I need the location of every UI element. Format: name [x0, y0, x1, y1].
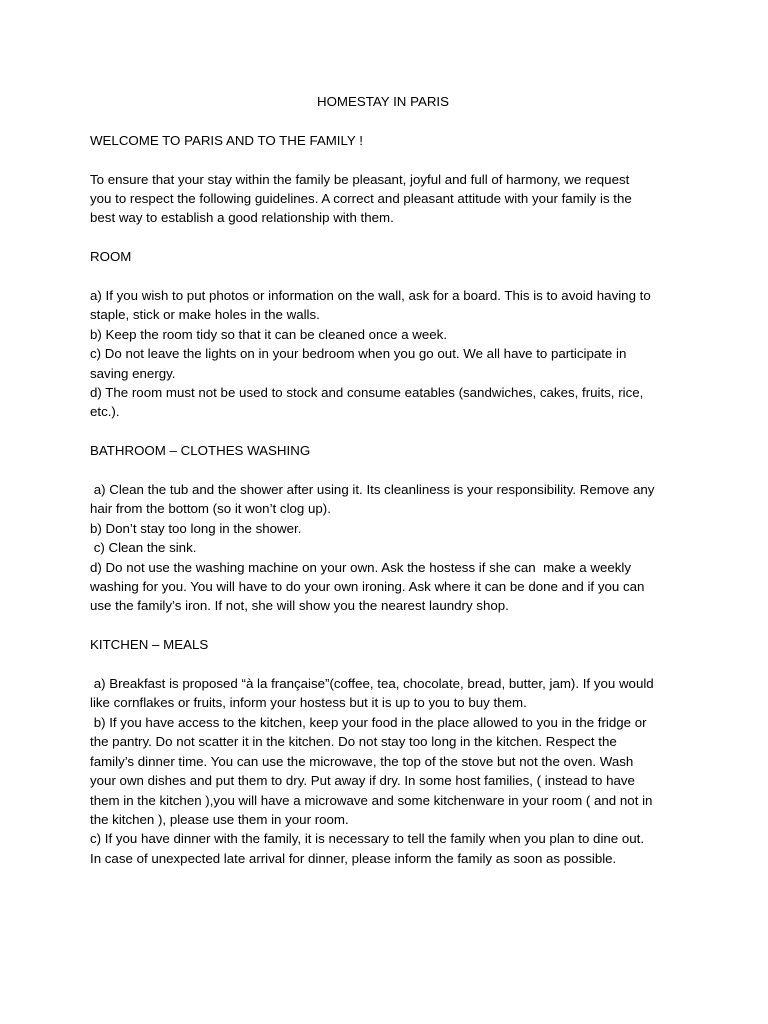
bathroom-rule-line: d) Do not use the washing machine on your own. Ask the hostess if she can make a weekly [90, 559, 632, 575]
kitchen-rules [90, 674, 690, 868]
intro-paragraph [90, 170, 690, 228]
bathroom-heading: BATHROOM – CLOTHES WASHING [90, 443, 311, 459]
document-page [90, 92, 690, 868]
room-rule-line: staple, stick or make holes in the walls. [90, 307, 320, 323]
room-rule-line: saving energy. [90, 365, 176, 381]
intro-line: you to respect the following guidelines. A correct and pleasant attitude with your family is the [90, 191, 632, 206]
paragraph-gap [90, 461, 690, 480]
paragraph-gap [90, 655, 690, 674]
bathroom-rule-line: b) Don’t stay too long in the shower. [90, 520, 302, 536]
intro-line: To ensure that your stay within the family be pleasant, joyful and full of harmony, we request [90, 171, 630, 187]
room-rule-line: d) The room must not be used to stock and consume eatables (sandwiches, cakes, fruits, rice, [90, 385, 644, 401]
kitchen-rule-line: a) Breakfast is proposed “à la française”(coffee, tea, chocolate, bread, butter, jam). If you would [90, 676, 654, 692]
paragraph-gap [90, 228, 690, 247]
bathroom-rule-line: a) Clean the tub and the shower after using it. Its cleanliness is your responsibility. Remove any [90, 482, 655, 498]
room-rule-line: etc.). [90, 404, 120, 420]
welcome-heading: WELCOME TO PARIS AND TO THE FAMILY ! [90, 132, 363, 148]
paragraph-gap [90, 267, 690, 286]
paragraph-gap [90, 150, 690, 169]
kitchen-rule-line: the kitchen ), please use them in your room. [90, 811, 349, 827]
kitchen-rule-line: family’s dinner time. You can use the microwave, the top of the stove but not the oven. Wash [90, 753, 634, 769]
kitchen-heading: KITCHEN – MEALS [90, 637, 209, 653]
room-rule-line: b) Keep the room tidy so that it can be cleaned once a week. [90, 326, 448, 342]
kitchen-rule-line: c) If you have dinner with the family, it is necessary to tell the family when you plan to dine out. [90, 831, 645, 847]
room-rule-line: a) If you wish to put photos or information on the wall, ask for a board. This is to avoid having to [90, 288, 651, 303]
bathroom-rule-line: hair from the bottom (so it won’t clog up). [90, 501, 331, 517]
kitchen-rule-line: b) If you have access to the kitchen, keep your food in the place allowed to you in the fridge or [90, 714, 647, 730]
kitchen-rule-line: like cornflakes or fruits, inform your hostess but it is up to you to buy them. [90, 695, 527, 711]
intro-line: best way to establish a good relationship with them. [90, 210, 394, 226]
room-rules [90, 286, 690, 422]
bathroom-rule-line: washing for you. You will have to do your own ironing. Ask where it can be done and if you can [90, 579, 645, 595]
document-title: HOMESTAY IN PARIS [316, 94, 449, 109]
paragraph-gap [90, 422, 690, 441]
kitchen-rule-line: the pantry. Do not scatter it in the kitchen. Do not stay too long in the kitchen. Respect the [90, 734, 617, 750]
paragraph-gap [90, 616, 690, 635]
kitchen-rule-line: them in the kitchen ),you will have a microwave and some kitchenware in your room ( and not in [90, 792, 653, 808]
bathroom-rule-line: use the family’s iron. If not, she will show you the nearest laundry shop. [90, 598, 509, 614]
room-heading: ROOM [90, 249, 132, 265]
bathroom-rule-line: c) Clean the sink. [90, 540, 197, 556]
kitchen-rule-line: In case of unexpected late arrival for dinner, please inform the family as soon as possible. [90, 850, 617, 866]
bathroom-rules [90, 480, 690, 616]
kitchen-rule-line: your own dishes and put them to dry. Put away if dry. In some host families, ( instead to have [90, 773, 635, 789]
room-rule-line: c) Do not leave the lights on in your bedroom when you go out. We all have to participate in [90, 346, 627, 362]
